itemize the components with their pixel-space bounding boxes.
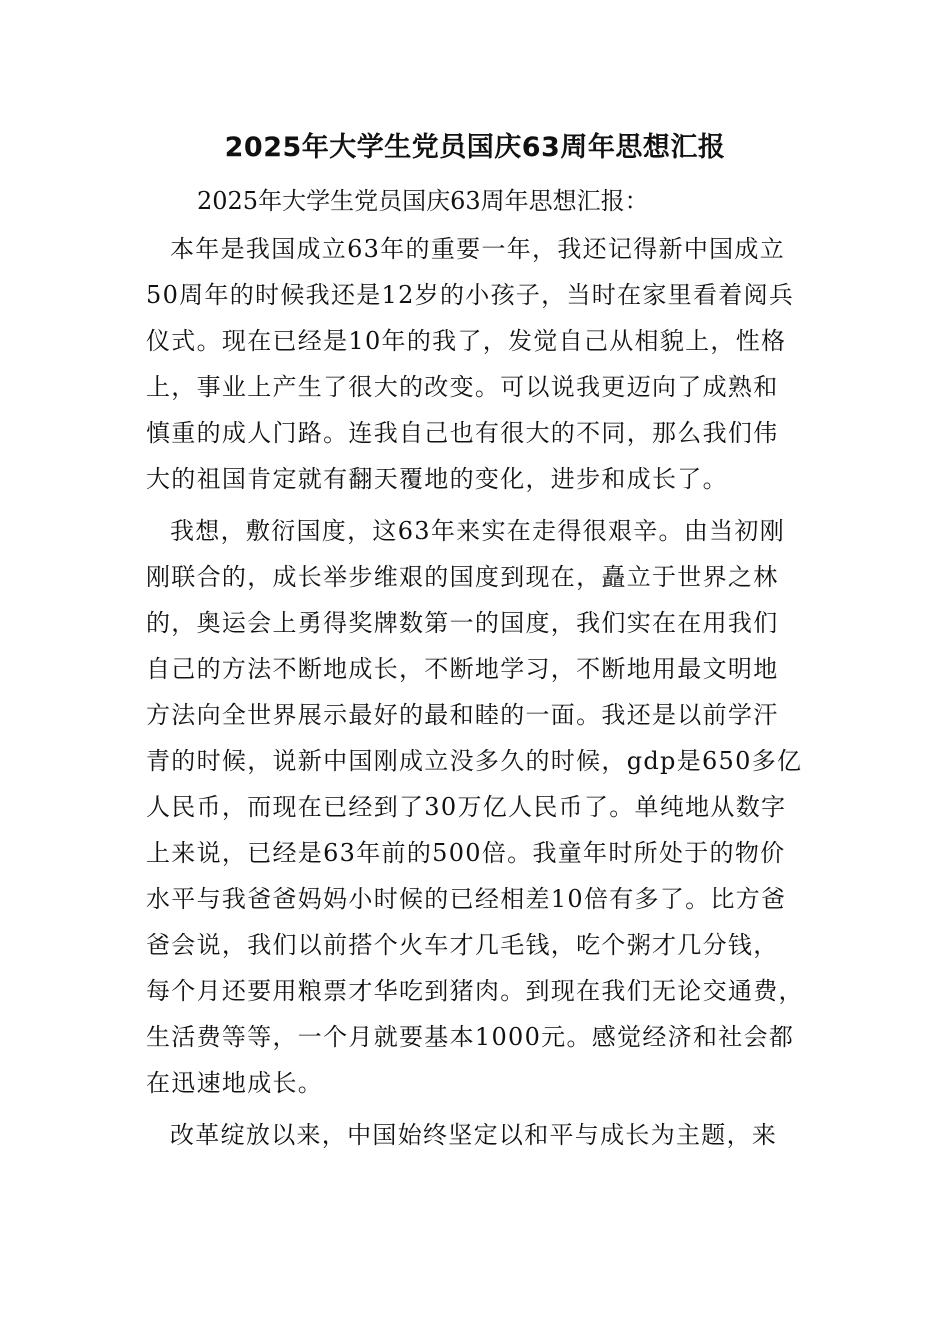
- paragraph-line: 的，奥运会上勇得奖牌数第一的国度，我们实在在用我们: [146, 609, 779, 637]
- document-subtitle: 2025年大学生党员国庆63周年思想汇报：: [197, 187, 649, 215]
- paragraph-line: 方法向全世界展示最好的最和睦的一面。我还是以前学汗: [146, 701, 779, 729]
- paragraph-line: 仪式。现在已经是10年的我了，发觉自己从相貌上，性格: [146, 327, 787, 355]
- paragraph-line: 上来说，已经是63年前的500倍。我童年时所处于的物价: [146, 839, 786, 867]
- document-body: [146, 226, 806, 1164]
- paragraph-line: 爸会说，我们以前搭个火车才几毛钱，吃个粥才几分钱，: [146, 931, 779, 959]
- paragraph-line: 人民币，而现在已经到了30万亿人民币了。单纯地从数字: [146, 793, 787, 821]
- paragraph-line: 每个月还要用粮票才华吃到猪肉。到现在我们无论交通费，: [146, 977, 804, 1005]
- paragraph-line: 改革绽放以来，中国始终坚定以和平与成长为主题，来: [170, 1121, 778, 1149]
- paragraph-line: 自己的方法不断地成长，不断地学习，不断地用最文明地: [146, 655, 779, 683]
- document-title: 2025年大学生党员国庆63周年思想汇报: [224, 132, 726, 163]
- paragraph-line: 本年是我国成立63年的重要一年，我还记得新中国成立: [170, 235, 786, 263]
- paragraph-line: 50周年的时候我还是12岁的小孩子，当时在家里看着阅兵: [146, 281, 795, 309]
- paragraph-3: [146, 1112, 806, 1158]
- paragraph-line: 生活费等等，一个月就要基本1000元。感觉经济和社会都: [146, 1023, 795, 1051]
- paragraph-1: [146, 226, 806, 502]
- paragraph-line: 大的祖国肯定就有翻天覆地的变化，进步和成长了。: [146, 465, 728, 493]
- paragraph-line: 慎重的成人门路。连我自己也有很大的不同，那么我们伟: [146, 419, 779, 447]
- paragraph-line: 水平与我爸爸妈妈小时候的已经相差10倍有多了。比方爸: [146, 885, 787, 913]
- paragraph-line: 上，事业上产生了很大的改变。可以说我更迈向了成熟和: [146, 373, 779, 401]
- paragraph-line: 青的时候，说新中国刚成立没多久的时候，gdp是650多亿: [146, 747, 803, 775]
- paragraph-line: 我想，敷衍国度，这63年来实在走得很艰辛。由当初刚: [170, 517, 786, 545]
- paragraph-line: 刚联合的，成长举步维艰的国度到现在，矗立于世界之林: [146, 563, 779, 591]
- paragraph-2: [146, 508, 806, 1106]
- paragraph-line: 在迅速地成长。: [146, 1069, 324, 1097]
